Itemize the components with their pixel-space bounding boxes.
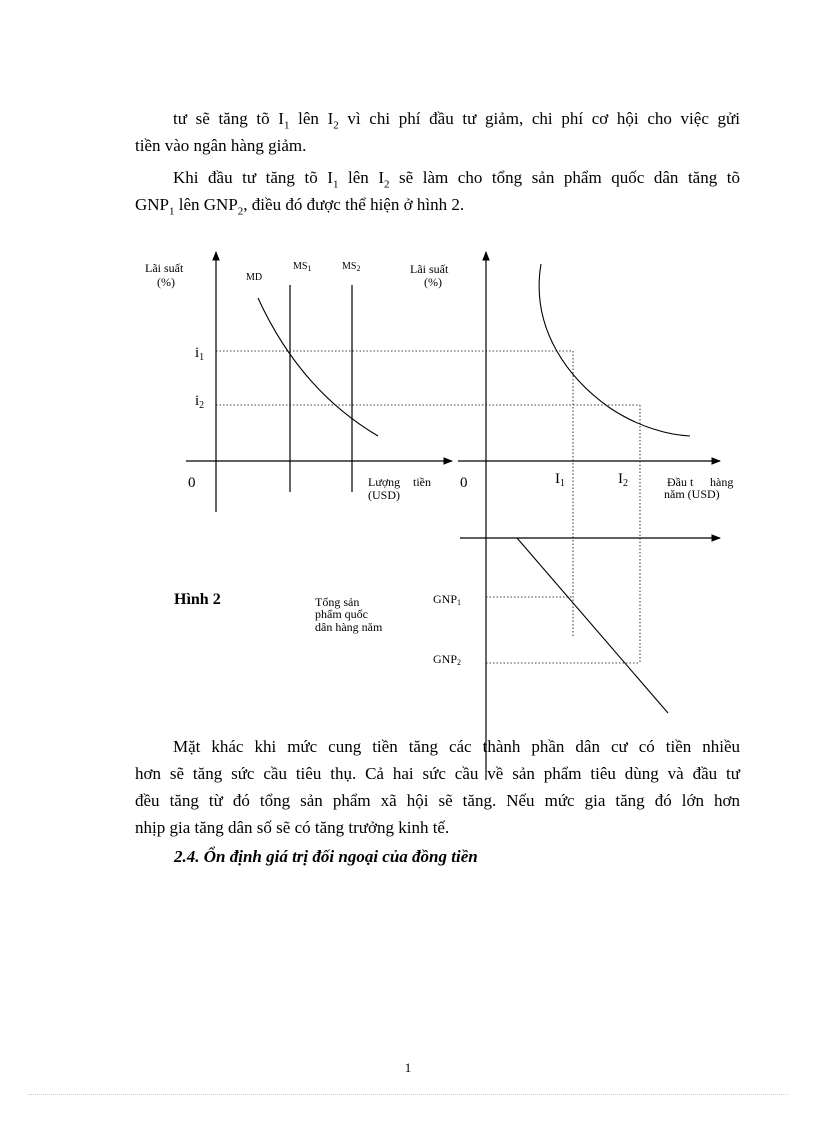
paragraph-3: [135, 733, 740, 841]
investment-origin: 0: [460, 475, 468, 491]
paragraph-2: [135, 164, 740, 218]
gnp-label-1: Tổng sản: [315, 595, 360, 609]
money-market-x-label-1a: Lượng: [368, 475, 401, 489]
figure-2-diagram: [0, 240, 816, 790]
paragraph-3-line-1: Mặt khác khi mức cung tiền tăng các thành phần dân cư có tiền nhiều: [173, 737, 740, 756]
paragraph-3-line-2: hơn sẽ tăng sức cầu tiêu thụ. Cả hai sức cầu về sản phẩm tiêu dùng và đầu tư: [135, 764, 740, 783]
paragraph-1-line-2: tiền vào ngân hàng giảm.: [135, 136, 307, 155]
money-market-x-label-2: (USD): [368, 488, 400, 502]
paragraph-3-line-3: đều tăng từ đó tổng sản phẩm xã hội sẽ tăng. Nếu mức gia tăng đó lớn hơn: [135, 791, 740, 810]
gnp-label-3: dân hàng năm: [315, 620, 383, 634]
footer-divider: [28, 1094, 788, 1095]
i2-label: $i_2$: [195, 393, 205, 411]
money-market-x-label-1b: tiền: [413, 475, 431, 489]
md-label: MD: [246, 272, 263, 283]
page-number: 1: [404, 1060, 412, 1075]
investment-y-label-1: Lãi suất: [410, 262, 449, 276]
investment-x-label-1a: Đầu t: [667, 475, 694, 489]
gnp1-label: GNP1: [433, 592, 462, 607]
money-market-y-label-1: Lãi suất: [145, 261, 184, 275]
ms1-label: $MS_1$: [293, 261, 312, 273]
gnp-label-2: phẩm quốc: [315, 607, 368, 621]
investment-curve: [539, 264, 690, 436]
investment-x-label-2: năm (USD): [664, 487, 720, 501]
paragraph-1: [135, 105, 740, 159]
money-market-y-label-2: (%): [157, 275, 175, 289]
gnp-line: [517, 538, 668, 713]
md-curve: [258, 298, 378, 436]
section-heading: 2.4. Ổn định giá trị đối ngoại của đồng tiền: [174, 847, 478, 866]
paragraph-2-line-2: $GNP_1$ lên $GNP_2$, điều đó được thể hiện ở hình 2.: [135, 195, 465, 218]
money-market-origin: 0: [188, 475, 196, 491]
paragraph-1-line-1: tư sẽ tăng tõ $I_1$ lên $I_2$ vì chi phí đầu tư giảm, chi phí cơ hội cho việc gửi: [173, 109, 740, 132]
ms2-label: $MS_2$: [342, 261, 361, 273]
investment-x-label-1b: hàng: [710, 475, 734, 489]
investment-y-label-2: (%): [424, 275, 442, 289]
i1-label: $i_1$: [195, 345, 205, 363]
I2-label: $I_2$: [618, 471, 628, 489]
paragraph-3-line-4: nhịp gia tăng dân số sẽ có tăng trưởng kinh tế.: [135, 818, 450, 837]
paragraph-2-line-1: Khi đầu tư tăng tõ $I_1$ lên $I_2$ sẽ làm cho tổng sản phẩm quốc dân tăng tõ: [173, 168, 740, 191]
I1-label: $I_1$: [555, 471, 565, 489]
gnp2-label: GNP2: [433, 652, 462, 667]
figure-caption: Hình 2: [174, 591, 221, 608]
